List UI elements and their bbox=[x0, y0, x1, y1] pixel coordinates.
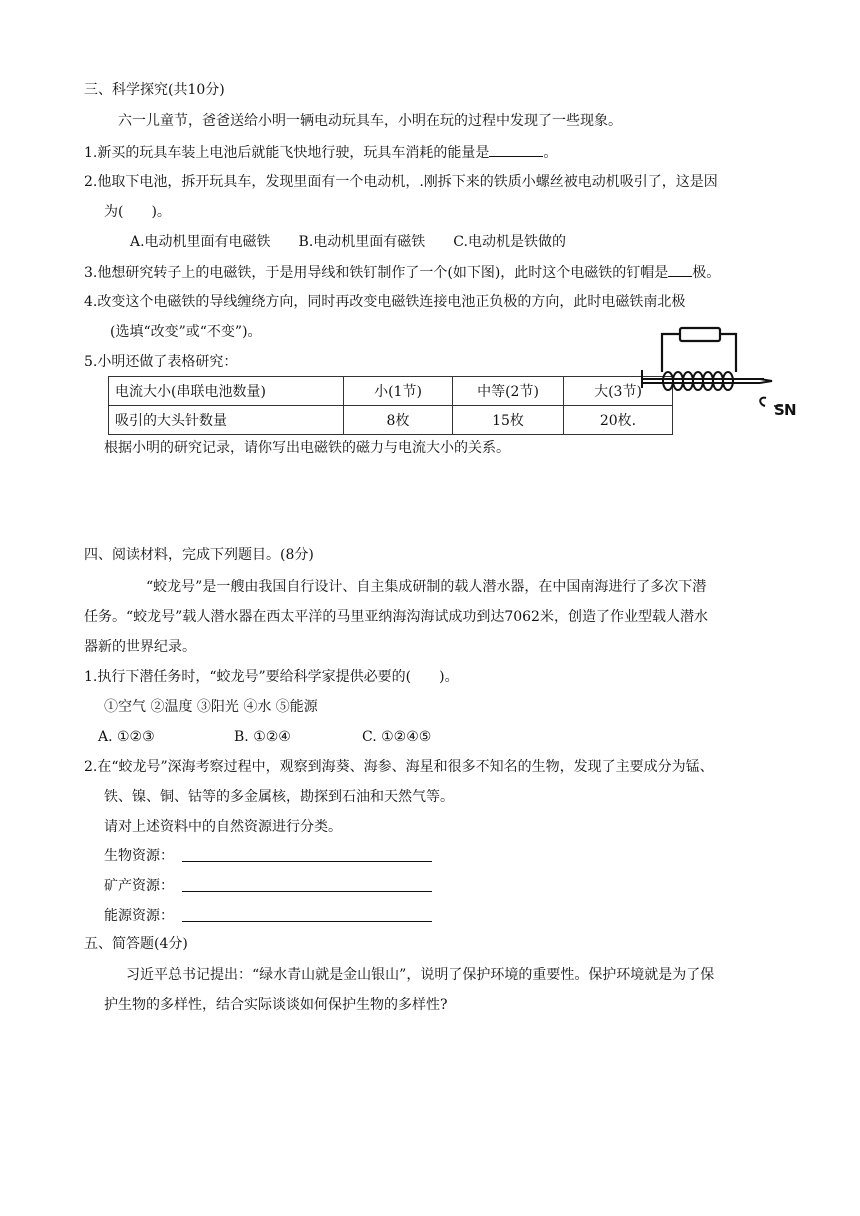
table-cell: 小(1节) bbox=[344, 377, 453, 406]
q4-2-line2: 铁、镍、铜、钴等的多金属核，勘探到石油和天然气等。 bbox=[104, 789, 454, 805]
q4-1-items: ①空气 ②温度 ③阳光 ④水 ⑤能源 bbox=[104, 699, 318, 715]
section3-intro: 六一儿童节，爸爸送给小明一辆电动玩具车，小明在玩的过程中发现了一些现象。 bbox=[118, 113, 622, 129]
electromagnet-figure bbox=[628, 326, 798, 426]
mineral-resource-field[interactable] bbox=[182, 891, 432, 892]
q4-1-option-c: C. ①②④⑤ bbox=[362, 729, 432, 745]
q3-4-line1: 4.改变这个电磁铁的导线缠绕方向，同时再改变电磁铁连接电池正负极的方向，此时电磁铁南北极 bbox=[84, 294, 686, 310]
table-cell: 电流大小(串联电池数量) bbox=[109, 377, 344, 406]
battery-box bbox=[680, 328, 720, 341]
bio-resource-label: 生物资源： bbox=[104, 848, 174, 864]
section5-para-2: 护生物的多样性，结合实际谈谈如何保护生物的多样性? bbox=[104, 997, 448, 1013]
table-cell: 大(3节) bbox=[564, 377, 673, 406]
q4-1-option-a: A. ①②③ bbox=[98, 729, 155, 745]
q3-2-options: A.电动机里面有电磁铁 B.电动机里面有磁铁 C.电动机是铁做的 bbox=[130, 234, 566, 250]
table-cell: 20枚. bbox=[564, 406, 673, 435]
table-cell: 15枚 bbox=[453, 406, 564, 435]
section4-para-2: 任务。“蛟龙号”载人潜水器在西太平洋的马里亚纳海沟海试成功到达7062米，创造了作业型载人潜水 bbox=[84, 609, 708, 625]
wire-coil bbox=[663, 372, 733, 390]
q3-3-end: 极。 bbox=[692, 265, 721, 281]
mineral-resource-label: 矿产资源： bbox=[104, 878, 174, 894]
q3-1-text: 1.新买的玩具车装上电池后就能飞快地行驶，玩具车消耗的能量是 bbox=[84, 145, 490, 161]
q3-2-line1: 2.他取下电池，拆开玩具车，发现里面有一个电动机，.刚拆下来的铁质小螺丝被电动机吸引了，这是因 bbox=[84, 174, 718, 190]
q3-2-line2: 为( )。 bbox=[104, 204, 171, 220]
energy-resource-label: 能源资源： bbox=[104, 908, 174, 924]
q3-1-end: 。 bbox=[543, 145, 558, 161]
section4-title: 四、阅读材料，完成下列题目。(8分) bbox=[84, 547, 314, 563]
section3-title: 三、科学探究(共10分) bbox=[84, 82, 225, 98]
q4-1-option-b: B. ①②④ bbox=[234, 729, 291, 745]
compass-n-label: N bbox=[784, 401, 797, 419]
experiment-table bbox=[108, 376, 673, 435]
section4-para-3: 器新的世界纪录。 bbox=[84, 639, 196, 655]
q3-3 bbox=[84, 262, 720, 283]
q3-5: 5.小明还做了表格研究： bbox=[84, 354, 238, 370]
circuit-wire bbox=[662, 328, 736, 372]
q4-2-line3: 请对上述资料中的自然资源进行分类。 bbox=[104, 819, 342, 835]
q3-1 bbox=[84, 142, 557, 163]
q3-4-line2: (选填“改变”或“不变”)。 bbox=[110, 324, 262, 340]
table-row bbox=[109, 406, 673, 435]
answer-blank[interactable] bbox=[668, 262, 692, 277]
table-cell: 8枚 bbox=[344, 406, 453, 435]
q4-2-line1: 2.在“蛟龙号”深海考察过程中，观察到海葵、海参、海星和很多不知名的生物，发现了主要成分为锰、 bbox=[84, 759, 714, 775]
answer-blank[interactable] bbox=[489, 142, 543, 157]
compass-s-label: S bbox=[774, 401, 785, 419]
section5-para-1: 习近平总书记提出：“绿水青山就是金山银山”，说明了保护环境的重要性。保护环境就是为了保 bbox=[126, 967, 715, 983]
q4-1: 1.执行下潜任务时，“蛟龙号”要给科学家提供必要的( )。 bbox=[84, 669, 459, 685]
q3-3-text: 3.他想研究转子上的电磁铁，于是用导线和铁钉制作了一个(如下图)，此时这个电磁铁的钉帽是 bbox=[84, 265, 669, 281]
section5-title: 五、简答题(4分) bbox=[84, 936, 188, 952]
energy-resource-field[interactable] bbox=[182, 921, 432, 922]
table-row bbox=[109, 377, 673, 406]
q3-5-ask: 根据小明的研究记录，请你写出电磁铁的磁力与电流大小的关系。 bbox=[104, 440, 510, 456]
table-cell: 中等(2节) bbox=[453, 377, 564, 406]
bio-resource-field[interactable] bbox=[182, 861, 432, 862]
compass-needle bbox=[760, 398, 796, 419]
section4-para-1: “蛟龙号”是一艘由我国自行设计、自主集成研制的载人潜水器，在中国南海进行了多次下潜 bbox=[146, 579, 707, 595]
table-cell: 吸引的大头针数量 bbox=[109, 406, 344, 435]
